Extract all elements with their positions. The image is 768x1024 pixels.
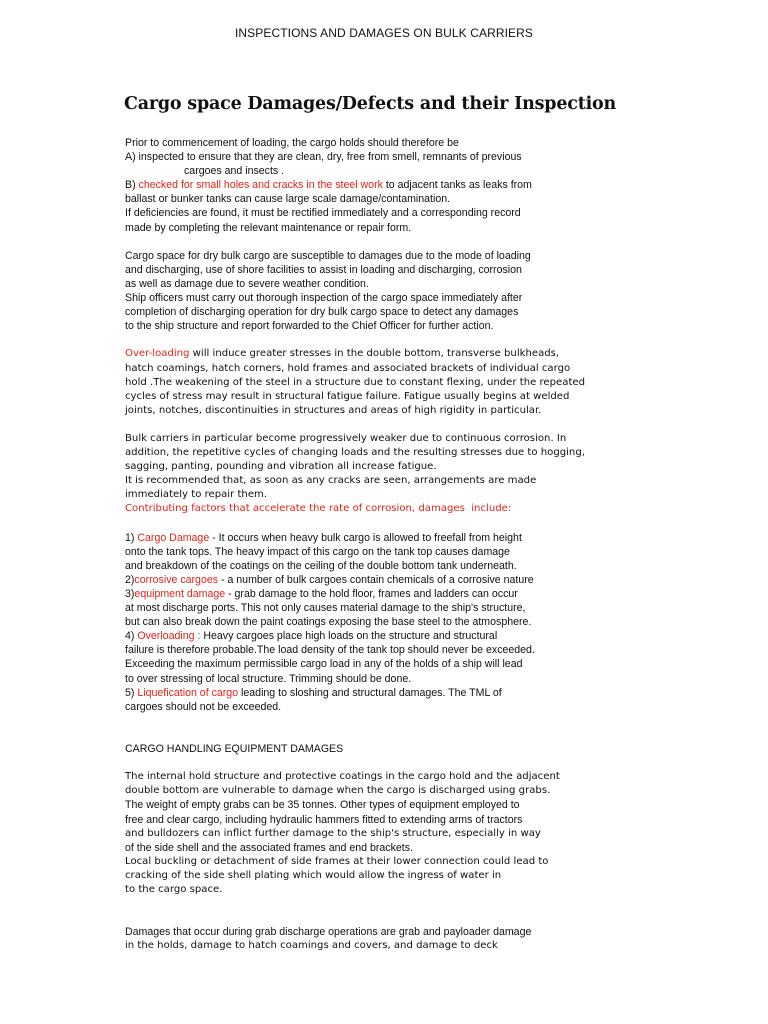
highlighted-text: corrosive cargoes (134, 573, 219, 586)
paragraph-cargo-space-susceptibility (125, 249, 755, 334)
text-line: hold .The weakening of the steel in a structure due to constant flexing, under the repeated (125, 376, 586, 388)
document-body (125, 136, 755, 953)
text-line: failure is therefore probable.The load density of the tank top should never be exceeded. (125, 644, 535, 657)
text-run: will induce greater stresses in the double bottom, transverse bulkheads, (189, 348, 560, 360)
text-line: hatch coamings, hatch corners, hold frames and associated brackets of individual cargo (125, 362, 571, 374)
text-line: but can also break down the paint coatings exposing the base steel to the atmosphere. (125, 616, 532, 629)
document-title: Cargo space Damages/Defects and their Inspection (124, 94, 617, 114)
text-line: as well as damage due to severe weather condition. (125, 277, 369, 290)
highlighted-text: equipment damage (134, 588, 226, 600)
paragraph-grab-damage (125, 770, 755, 897)
text-run: 5) (125, 686, 138, 699)
text-line: cycles of stress may result in structural fatigue failure. Fatigue usually begins at welded (125, 390, 570, 402)
text-run: - It occurs when heavy bulk cargo is allowed to freefall from height (209, 531, 522, 544)
text-line: It is recommended that, as soon as any cracks are seen, arrangements are made (125, 475, 537, 487)
text-run: 2) (125, 573, 135, 586)
text-line: Ship officers must carry out thorough inspection of the cargo space immediately after (125, 292, 523, 305)
paragraph-gap (125, 235, 755, 249)
list-item (125, 686, 755, 700)
text-run: to adjacent tanks as leaks from (382, 179, 532, 192)
text-line: in the holds, damage to hatch coamings and covers, and damage to deck (125, 940, 498, 952)
text-line: to the ship structure and report forwarded to the Chief Officer for further action. (125, 320, 494, 333)
paragraph-preloading-inspection (125, 136, 755, 235)
text-run: - grab damage to the hold floor, frames and ladders can occur (225, 588, 518, 600)
text-line: Damages that occur during grab discharge operations are grab and payloader damage (125, 926, 532, 939)
text-run: leading to sloshing and structural damages. The TML of (238, 686, 502, 699)
text-run: - a number of bulk cargoes contain chemicals of a corrosive nature (218, 573, 534, 586)
text-line: double bottom are vulnerable to damage when the cargo is discharged using grabs. (125, 785, 551, 797)
contributing-factors-list (125, 531, 755, 714)
text-line: cracking of the side shell plating which would allow the ingress of water in (125, 869, 502, 881)
text-line (125, 178, 755, 192)
text-line: Local buckling or detachment of side frames at their lower connection could lead to (125, 855, 549, 867)
text-line: Prior to commencement of loading, the cargo holds should therefore be (125, 137, 459, 149)
list-item (125, 587, 755, 601)
highlighted-text: Overloading : (137, 630, 201, 643)
text-line: Exceeding the maximum permissible cargo load in any of the holds of a ship will lead (125, 658, 523, 671)
text-line: Cargo space for dry bulk cargo are susceptible to damages due to the mode of loading (125, 249, 531, 262)
text-line: cargoes and insects . (184, 165, 285, 178)
text-line: onto the tank tops. The heavy impact of this cargo on the tank top causes damage (125, 545, 510, 558)
paragraph-corrosion (125, 432, 755, 517)
text-run: 1) (125, 531, 138, 544)
text-line: and bulldozers can inflict further damage to the ship's structure, especially in way (125, 827, 541, 839)
text-line: made by completing the relevant maintenance or repair form. (125, 221, 412, 234)
paragraph-gap (125, 418, 755, 432)
highlighted-text: Cargo Damage (137, 531, 210, 544)
text-line: and discharging, use of shore facilities to assist in loading and discharging, corrosion (125, 263, 522, 276)
text-line: at most discharge ports. This not only causes material damage to the ship's structure, (125, 602, 526, 615)
text-line: Bulk carriers in particular become progressively weaker due to continuous corrosion. In (125, 432, 567, 444)
text-run: 4) (125, 630, 138, 643)
list-item (125, 629, 755, 643)
text-line: The internal hold structure and protective coatings in the cargo hold and the adjacent (125, 771, 560, 783)
section-heading: CARGO HANDLING EQUIPMENT DAMAGES (125, 743, 344, 756)
text-line: If deficiencies are found, it must be rectified immediately and a corresponding record (125, 207, 521, 220)
list-item (125, 531, 755, 545)
text-line: to over stressing of local structure. Trimming should be done. (125, 672, 412, 685)
text-run: 3) (125, 588, 135, 600)
paragraph-gap (125, 897, 755, 925)
text-line: The weight of empty grabs can be 35 tonnes. Other types of equipment employed to (125, 799, 520, 812)
text-line: ballast or bunker tanks can cause large scale damage/contamination. (125, 193, 451, 206)
paragraph-discharge-damages (125, 925, 755, 953)
text-line (125, 347, 755, 361)
paragraph-gap (125, 517, 755, 531)
highlighted-text: Contributing factors that accelerate the rate of corrosion, damages include: (125, 503, 512, 515)
text-line: cargoes should not be exceeded. (125, 700, 282, 713)
text-line: completion of discharging operation for dry bulk cargo space to detect any damages (125, 306, 519, 319)
text-line: immediately to repair them. (125, 489, 268, 501)
text-line: addition, the repetitive cycles of changing loads and the resulting stresses due to hogging, (125, 447, 585, 459)
paragraph-gap (125, 333, 755, 347)
text-run: Heavy cargoes place high loads on the structure and structural (200, 630, 498, 643)
text-line: to the cargo space. (125, 883, 223, 895)
text-line: joints, notches, discontinuities in structures and areas of high rigidity in particular. (125, 404, 542, 416)
text-line: free and clear cargo, including hydraulic hammers fitted to extending arms of tractors (125, 813, 523, 826)
running-header: INSPECTIONS AND DAMAGES ON BULK CARRIERS (234, 26, 534, 40)
paragraph-gap (125, 756, 755, 770)
highlighted-text: checked for small holes and cracks in the steel work (138, 179, 383, 192)
text-line: and breakdown of the coatings on the ceiling of the double bottom tank underneath. (125, 559, 517, 572)
highlighted-text: Over-loading (125, 348, 190, 360)
section-gap (125, 714, 755, 742)
highlighted-text: Liquefication of cargo (137, 686, 239, 699)
text-run: B) (125, 179, 139, 192)
paragraph-overloading (125, 347, 755, 417)
list-item (125, 573, 755, 587)
text-line: sagging, panting, pounding and vibration all increase fatigue. (125, 461, 437, 473)
text-line: A) inspected to ensure that they are clean, dry, free from smell, remnants of previous (125, 151, 522, 164)
text-line: of the side shell and the associated frames and end brackets. (125, 841, 413, 854)
